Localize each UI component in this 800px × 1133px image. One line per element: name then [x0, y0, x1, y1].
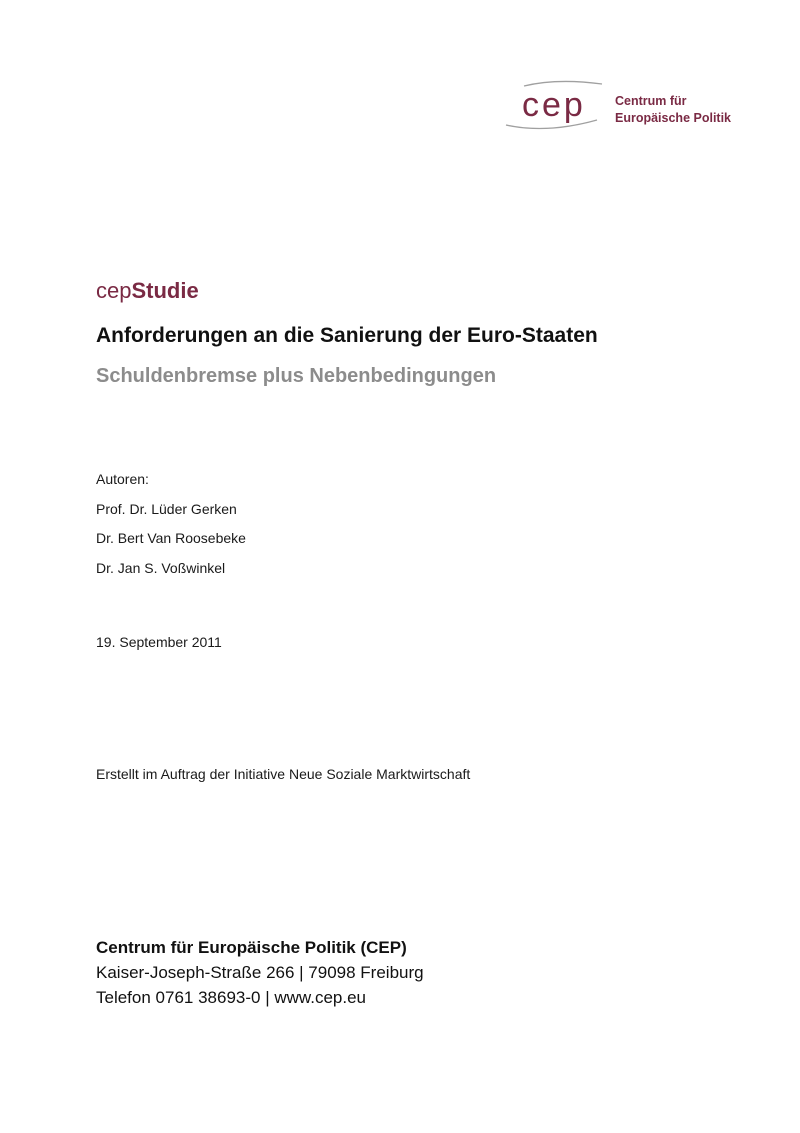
document-title: Anforderungen an die Sanierung der Euro-Staaten: [96, 324, 598, 347]
series-prefix: cep: [96, 278, 132, 303]
footer-org-name: Centrum für Europäische Politik (CEP): [96, 938, 407, 957]
series-label: [96, 277, 199, 305]
publication-date: 19. September 2011: [96, 634, 222, 650]
commission-note: Erstellt im Auftrag der Initiative Neue Soziale Marktwirtschaft: [96, 766, 471, 782]
logo-name-line1: Centrum für: [615, 94, 687, 108]
footer-contact: [96, 935, 424, 1010]
author-name: Dr. Jan S. Voßwinkel: [96, 559, 226, 576]
authors-label: Autoren:: [96, 471, 149, 487]
cep-logo: [502, 76, 742, 136]
series-suffix: Studie: [131, 278, 199, 303]
authors-block: [96, 469, 246, 587]
footer-contact-line: Telefon 0761 38693-0 | www.cep.eu: [96, 988, 366, 1007]
footer-address: Kaiser-Joseph-Straße 266 | 79098 Freiburg: [96, 963, 424, 982]
logo-mark-text: cep: [522, 86, 586, 124]
author-name: Dr. Bert Van Roosebeke: [96, 530, 246, 546]
document-subtitle: Schuldenbremse plus Nebenbedingungen: [96, 365, 497, 387]
author-name: Prof. Dr. Lüder Gerken: [96, 500, 237, 517]
logo-name-line2: Europäische Politik: [615, 111, 732, 125]
cep-logo-mark: [502, 76, 612, 136]
logo-org-name: [615, 93, 731, 127]
